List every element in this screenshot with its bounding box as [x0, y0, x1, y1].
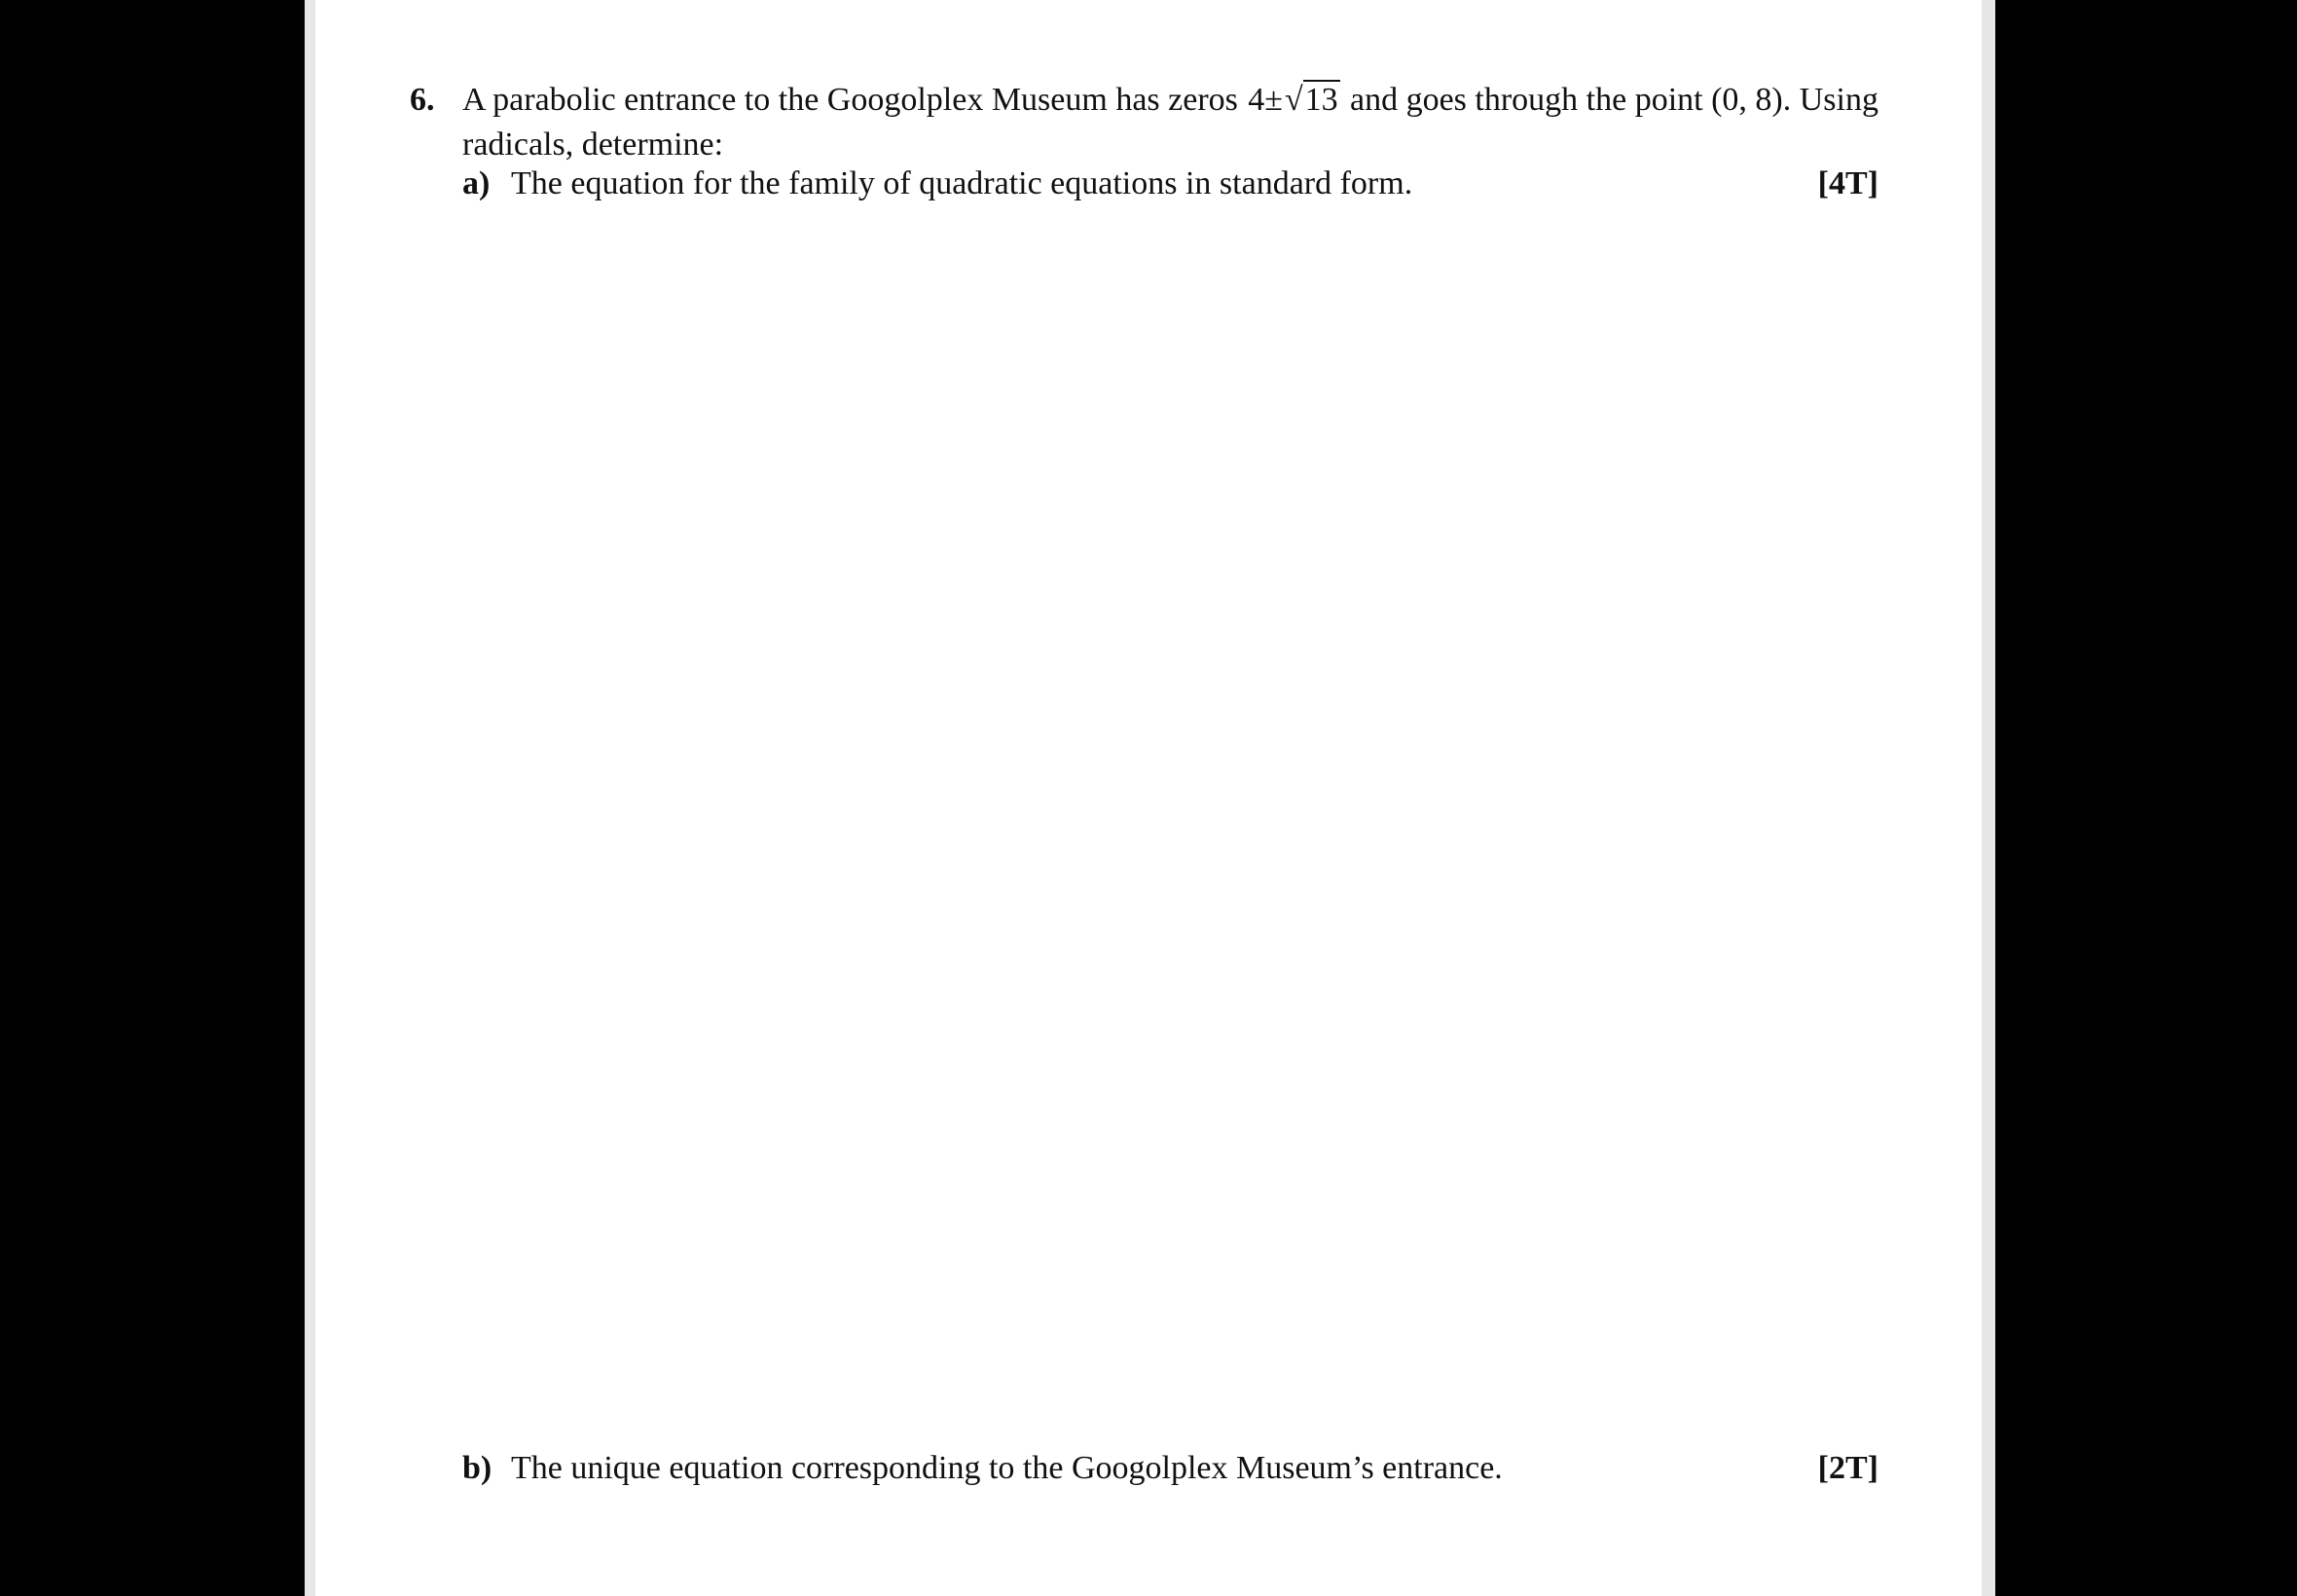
square-root-symbol: √13 — [1284, 82, 1338, 118]
zeros-prefix: 4± — [1248, 82, 1283, 118]
part-a-prompt — [462, 162, 1412, 206]
part-b-marks: [2T] — [1817, 1450, 1878, 1486]
part-b-text: The unique equation corresponding to the Googolplex Museum’s entrance. — [511, 1450, 1503, 1486]
question-prompt — [462, 78, 1878, 167]
question-line-1 — [462, 78, 1878, 123]
part-b-prompt — [462, 1446, 1503, 1491]
question-line-2: radicals, determine: — [462, 127, 724, 163]
question-text-before-zeros: A parabolic entrance to the Googolplex Museum has zeros — [462, 82, 1238, 118]
part-b — [462, 1446, 1878, 1491]
zeros-radicand: 13 — [1304, 82, 1338, 118]
part-a-label: a) — [462, 165, 491, 201]
part-a-text: The equation for the family of quadratic equations in standard form. — [511, 165, 1413, 201]
part-a-marks: [4T] — [1817, 165, 1878, 201]
zeros-expression — [1244, 78, 1343, 123]
worksheet-page — [315, 0, 1982, 1596]
question-text-after-zeros: and goes through the point (0, 8). Using — [1350, 82, 1878, 118]
question-number: 6. — [410, 82, 435, 118]
part-b-label: b) — [462, 1450, 492, 1486]
answer-space-part-a — [462, 224, 1878, 1421]
part-a — [462, 162, 1878, 206]
